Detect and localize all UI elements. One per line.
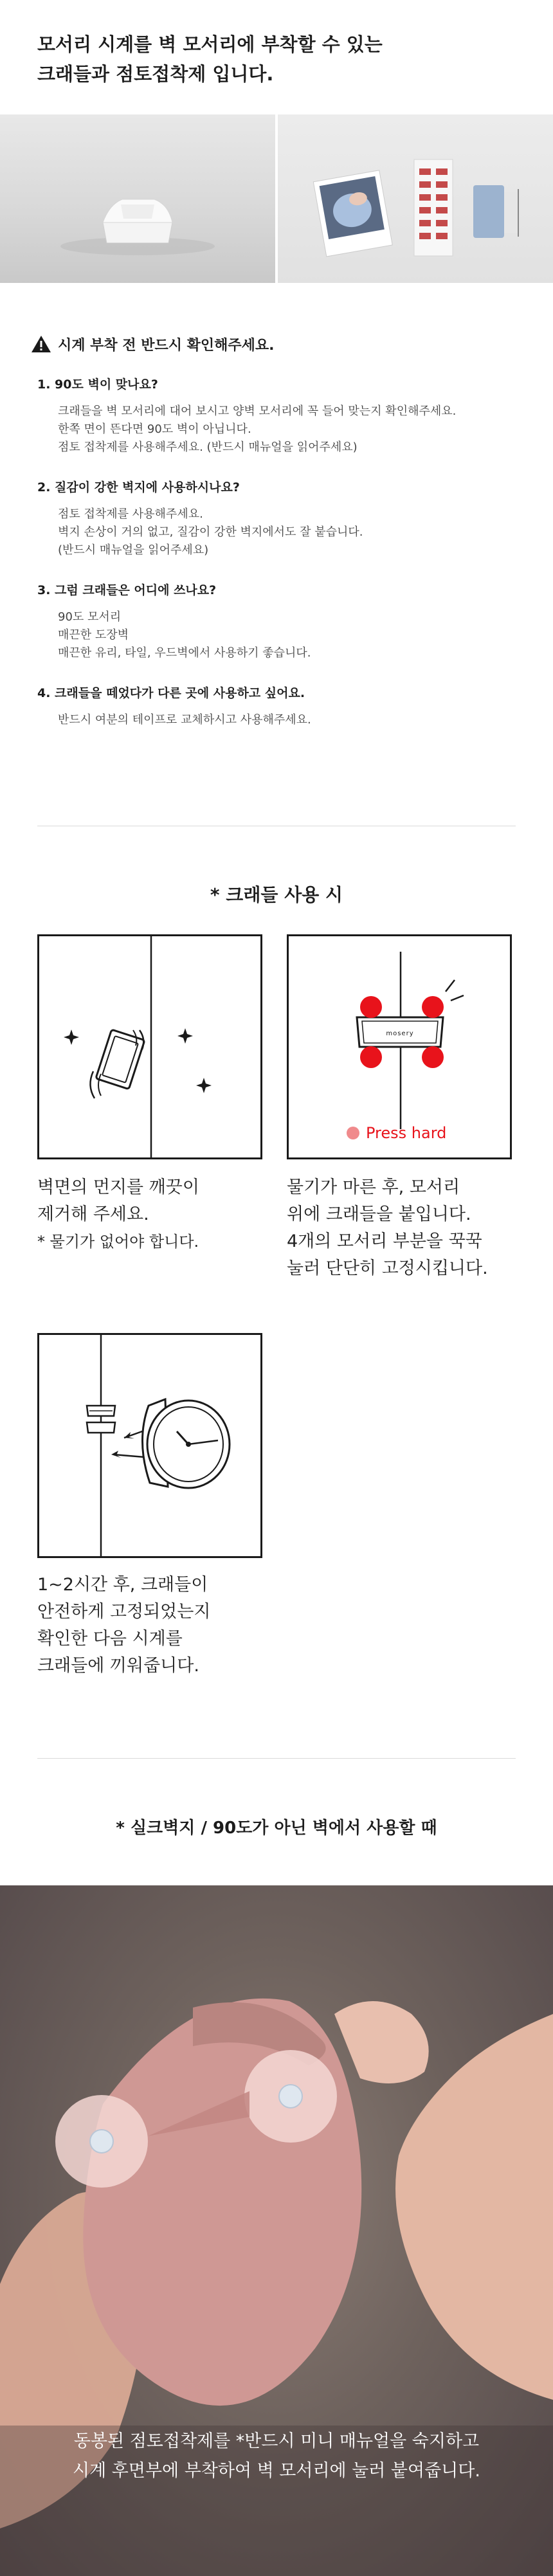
step-2-line: 4개의 모서리 부분을 꾹꾹 [287,1231,482,1251]
press-hard-label: Press hard [366,1124,447,1142]
step-3-text [37,1572,210,1680]
product-photo-row [0,114,553,283]
step-2-text [287,1174,488,1282]
cradle-photo [0,114,275,283]
press-hard-dot [347,1127,359,1139]
clay-adhesive-photo [278,114,553,283]
faq-answer-line: 매끈한 유리, 타일, 우드벽에서 사용하기 좋습니다. [58,646,311,660]
step-1-note: * 물기가 없어야 합니다. [37,1233,199,1251]
faq-answer-line: 점토 접착제를 사용해주세요. [58,507,203,521]
press-point [422,1046,444,1068]
faq-answer-line: 벽지 손상이 거의 없고, 질감이 강한 벽지에서도 잘 붙습니다. [58,525,363,539]
step-1-line: 제거해 주세요. [37,1204,149,1224]
step-3-line: 안전하게 고정되었는지 [37,1602,211,1622]
faq-answer-line: 한쪽 면이 뜬다면 90도 벽이 아닙니다. [58,422,251,436]
step-2-line: 위에 크래들을 붙입니다. [287,1204,471,1224]
faq-answer [31,505,532,559]
faq-item [31,581,532,662]
faq-question: 3. 그럼 크래들은 어디에 쓰나요? [37,583,217,597]
step-3-line: 크래들에 끼워줍니다. [37,1656,199,1676]
intro-heading [37,30,526,89]
hands-caption-line: 동봉된 점토접착제를 *반드시 미니 매뉴얼을 숙지하고 [73,2431,480,2451]
press-point [360,1046,382,1068]
step-1-line: 벽면의 먼지를 깨끗이 [37,1177,199,1197]
intro-line-2: 크래들과 점토접착제 입니다. [37,63,274,85]
step-3-illustration [37,1333,262,1558]
faq-question: 2. 질감이 강한 벽지에 사용하시나요? [37,480,240,494]
faq-item [31,478,532,559]
press-point [422,996,444,1018]
faq-answer-line: 90도 모서리 [58,610,122,624]
faq-question: 4. 크래들을 떼었다가 다른 곳에 사용하고 싶어요. [37,686,305,700]
faq-answer-line: (반드시 매뉴얼을 읽어주세요) [58,543,209,557]
step-3-line: 1~2시간 후, 크래들이 [37,1575,208,1595]
hands-holding-clock-photo [0,1885,553,2576]
warning-icon [31,335,51,353]
step-2-line: 눌러 단단히 고정시킵니다. [287,1258,488,1278]
press-point [360,996,382,1018]
notice-title: 시계 부착 전 반드시 확인해주세요. [58,337,275,354]
step-2-line: 물기가 마른 후, 모서리 [287,1177,460,1197]
sparkle-icon [196,1078,212,1093]
faq-answer-line: 반드시 여분의 테이프로 교체하시고 사용해주세요. [58,713,311,727]
faq-question: 1. 90도 벽이 맞나요? [37,377,158,392]
clock-icon [142,1399,230,1488]
faq-item [31,376,532,457]
faq-answer [31,608,532,662]
faq-item [31,684,532,729]
pre-attachment-notice [31,334,532,729]
sparkle-icon [64,1029,79,1045]
section-divider [37,1758,516,1759]
faq-answer [31,403,532,457]
faq-answer-line: 매끈한 도장벽 [58,628,129,642]
hands-caption [0,2427,553,2486]
notice-heading [31,334,532,354]
step-2-illustration [287,934,512,1159]
intro-line-1: 모서리 시계를 벽 모서리에 부착할 수 있는 [37,33,383,55]
faq-answer-line: 크래들을 벽 모서리에 대어 보시고 양벽 모서리에 꼭 들어 맞는지 확인해주세요. [58,404,457,418]
cradle-section-title: * 크래들 사용 시 [210,884,343,905]
cradle-brand-text: mosery [386,1030,414,1037]
step-3-line: 확인한 다음 시계를 [37,1629,183,1649]
step-1-text [37,1174,199,1255]
silk-section-title: * 실크벽지 / 90도가 아닌 벽에서 사용할 때 [116,1819,437,1838]
step-1-illustration [37,934,262,1159]
faq-answer [31,711,532,729]
sparkle-icon [177,1028,193,1044]
faq-answer-line: 점토 접착제를 사용해주세요. (반드시 매뉴얼을 읽어주세요) [58,440,358,454]
hands-caption-line: 시계 후면부에 부착하여 벽 모서리에 눌러 붙여줍니다. [73,2461,480,2481]
